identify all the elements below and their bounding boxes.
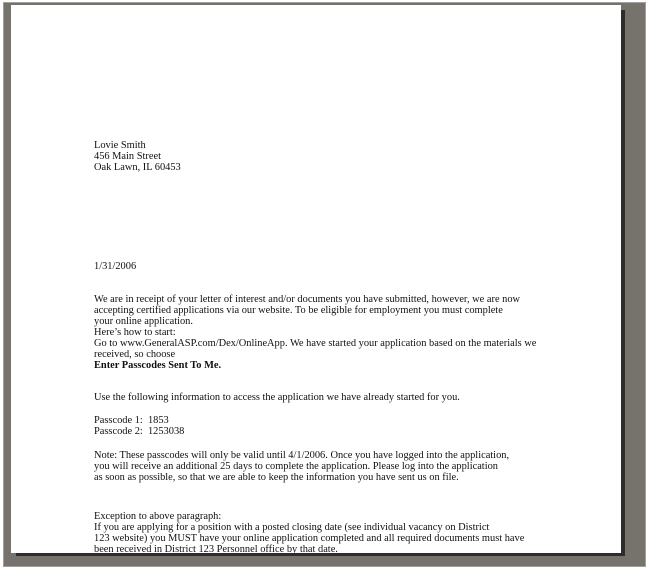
howto-heading: Here’s how to start: xyxy=(94,327,176,338)
note-paragraph xyxy=(94,450,509,483)
exception-line: If you are applying for a position with a posted closing date (see individual vacancy on District xyxy=(94,522,490,533)
recipient-street: 456 Main Street xyxy=(94,151,161,162)
passcode-1: Passcode 1: 1853 xyxy=(94,415,169,426)
exception-line: 123 website) you MUST have your online application completed and all required documents must have xyxy=(94,533,525,544)
intro-line: your online application. xyxy=(94,316,193,327)
address-block xyxy=(94,140,181,173)
use-following-line: Use the following information to access the application we have already started for you. xyxy=(94,392,460,403)
letter-date: 1/31/2006 xyxy=(94,261,137,272)
document-page xyxy=(11,5,621,553)
recipient-city: Oak Lawn, IL 60453 xyxy=(94,162,181,173)
exception-heading: Exception to above paragraph: xyxy=(94,511,222,522)
note-line: you will receive an additional 25 days to complete the application. Please log into the application xyxy=(94,461,498,472)
note-line: as soon as possible, so that we are able to keep the information you have sent us on file. xyxy=(94,472,459,483)
note-line: Note: These passcodes will only be valid until 4/1/2006. Once you have logged into the application, xyxy=(94,450,510,461)
exception-paragraph xyxy=(94,511,524,553)
page-shadow-right xyxy=(621,10,625,553)
recipient-name: Lovie Smith xyxy=(94,140,146,151)
enter-passcodes-instruction: Enter Passcodes Sent To Me. xyxy=(94,360,222,371)
howto-line: received, so choose xyxy=(94,349,176,360)
exception-line: been received in District 123 Personnel office by that date. xyxy=(94,544,338,553)
intro-paragraph xyxy=(94,294,536,371)
passcode-2: Passcode 2: 1253038 xyxy=(94,426,185,437)
page-shadow-bottom xyxy=(16,553,625,556)
intro-line: accepting certified applications via our website. To be eligible for employment you must complete xyxy=(94,305,503,316)
intro-line: We are in receipt of your letter of interest and/or documents you have submitted, however, we are now xyxy=(94,294,521,305)
passcodes-block xyxy=(94,415,184,437)
howto-line: Go to www.GeneralASP.com/Dex/OnlineApp. We have started your application based on the materials we xyxy=(94,338,537,349)
